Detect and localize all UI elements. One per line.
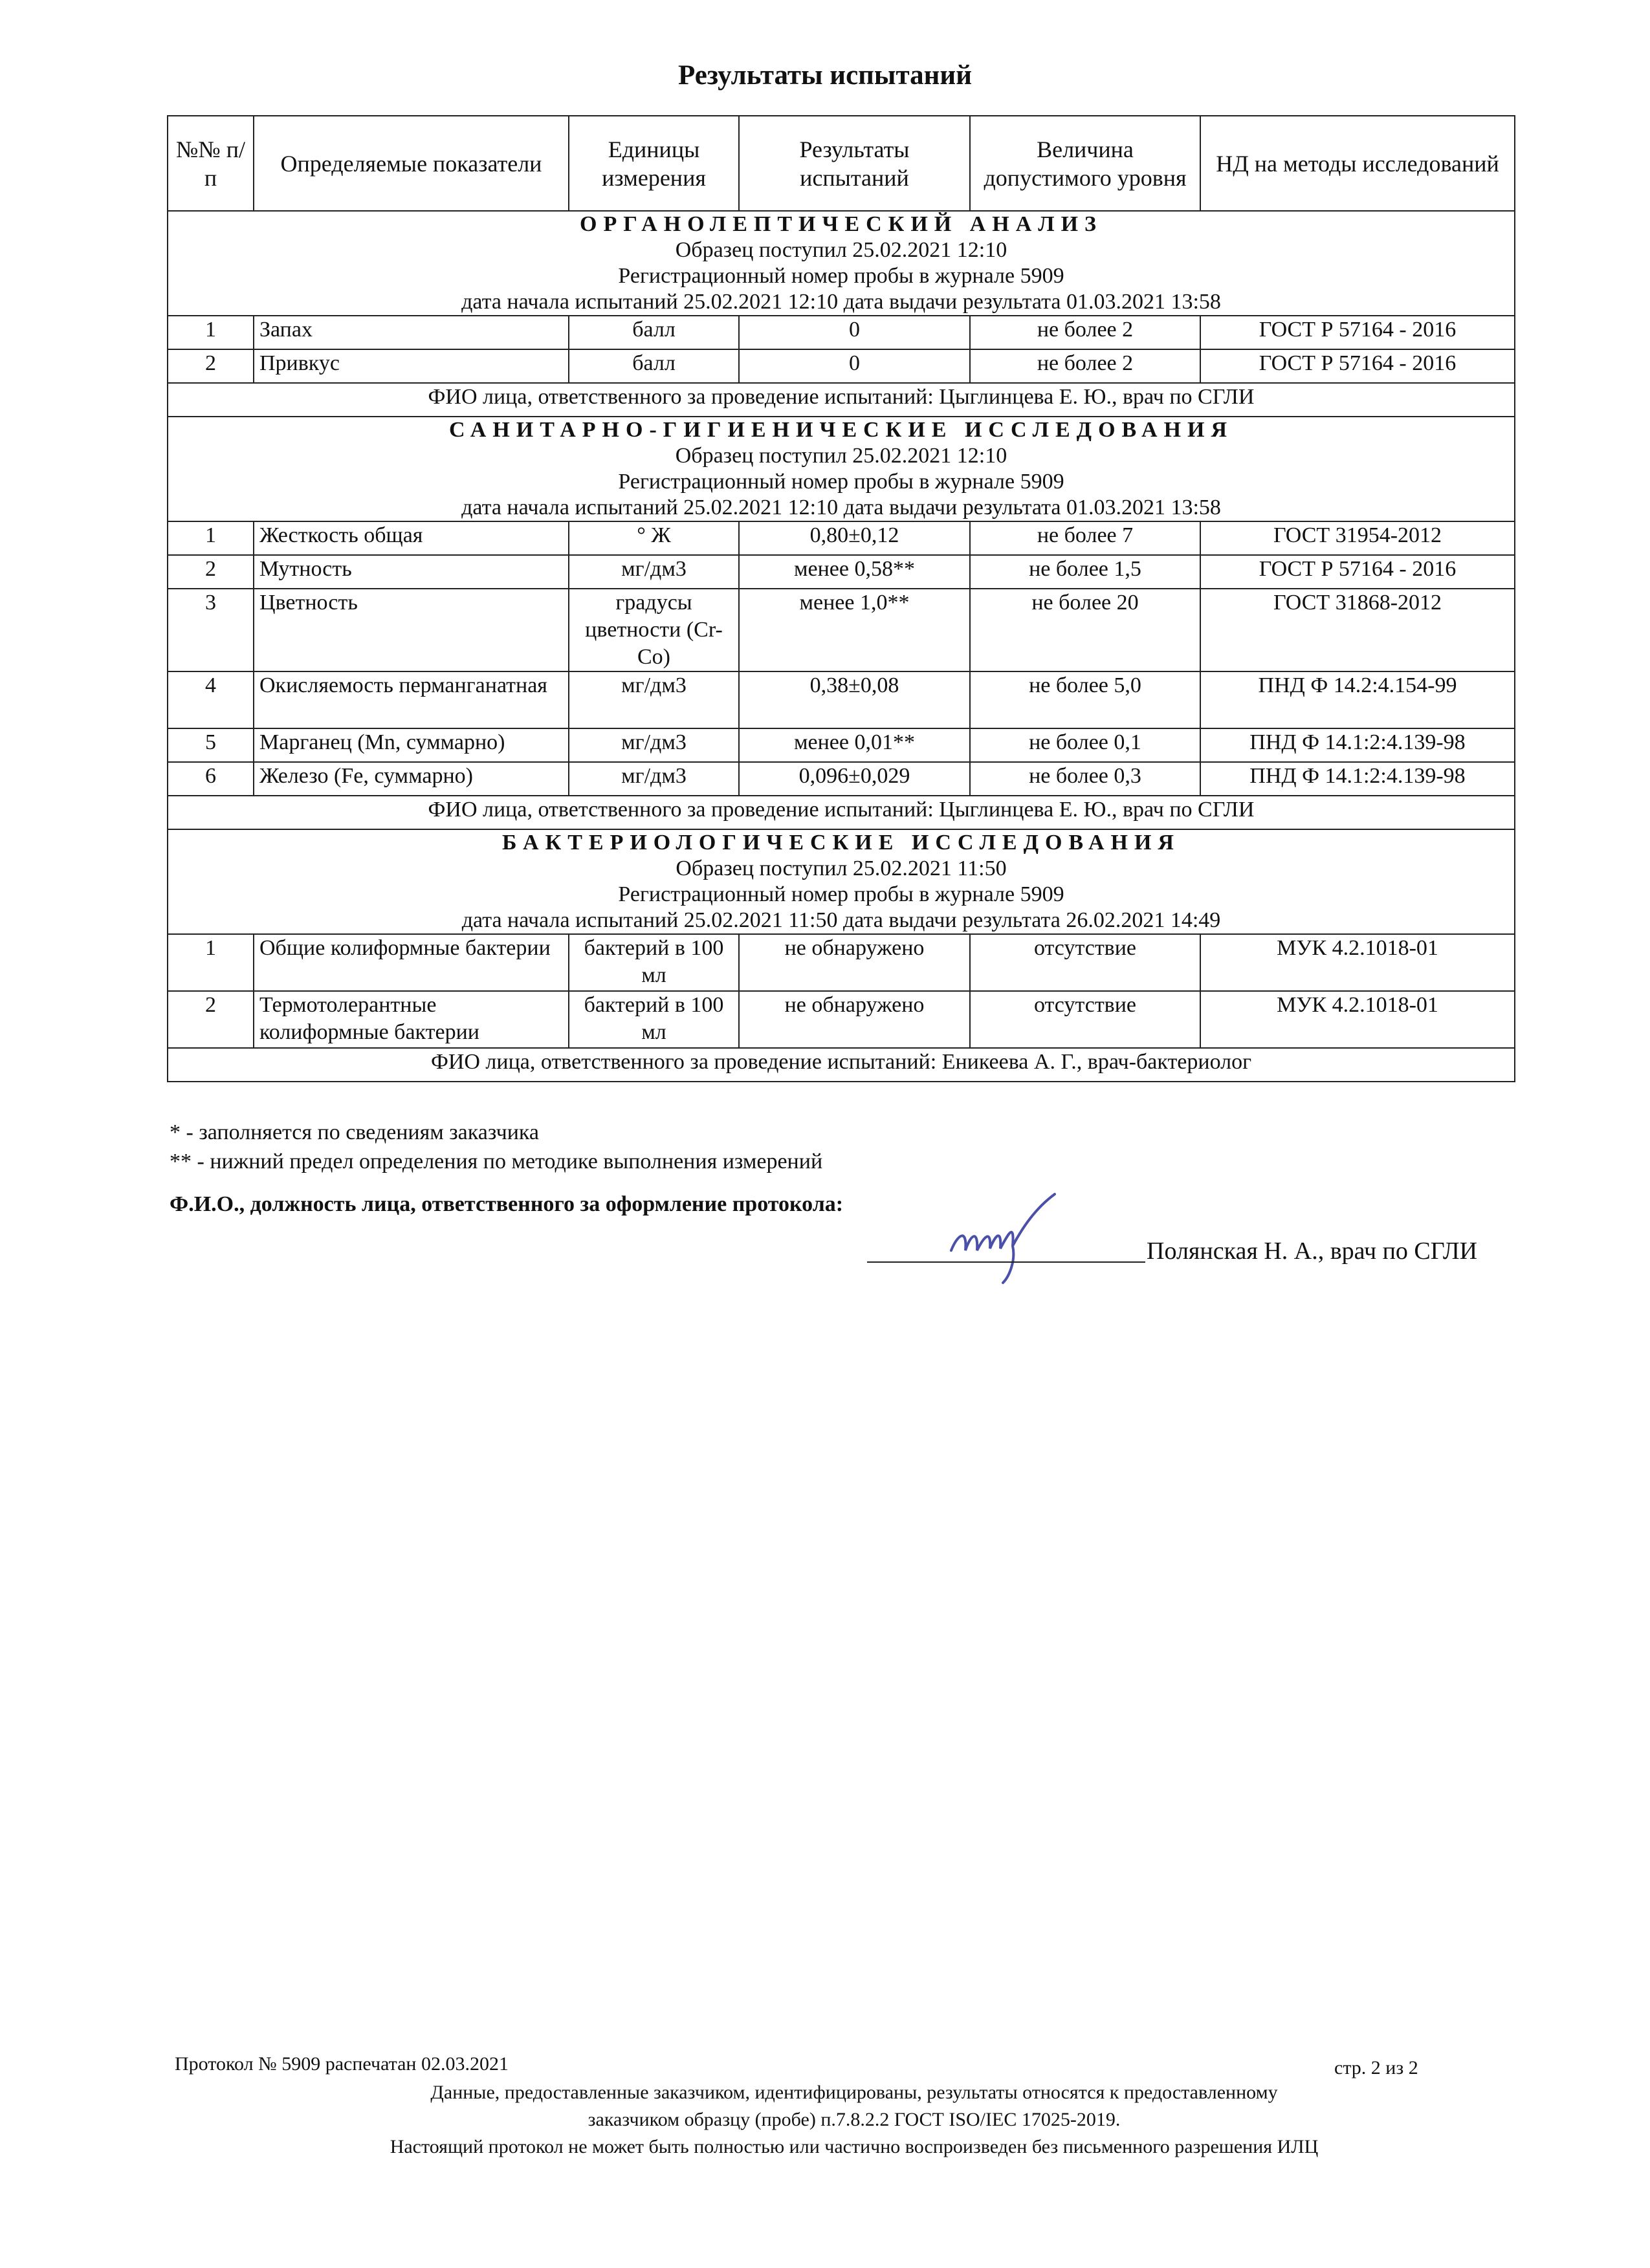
- page-number: стр. 2 из 2: [1334, 2057, 1418, 2078]
- table-row: [168, 555, 1515, 589]
- page-title: Результаты испытаний: [678, 60, 972, 91]
- indicator-cell: Марганец (Mn, суммарно): [254, 728, 569, 762]
- section-header-row: [168, 829, 1515, 934]
- header-results: Результаты испытаний: [739, 116, 970, 211]
- sample-received: Образец поступил 25.02.2021 12:10: [675, 444, 1007, 468]
- header-num: №№ п/п: [168, 116, 254, 211]
- disclaimer-line: Данные, предоставленные заказчиком, идентифицированы, результаты относятся к предоставленному: [430, 2082, 1278, 2103]
- test-dates: дата начала испытаний 25.02.2021 12:10 дата выдачи результата 01.03.2021 13:58: [461, 290, 1221, 314]
- table-row: [168, 728, 1515, 762]
- disclaimer-line: заказчиком образцу (пробе) п.7.8.2.2 ГОСТ ISO/IEC 17025-2019.: [588, 2109, 1121, 2130]
- limit-cell: отсутствие: [970, 991, 1200, 1048]
- registration-number: Регистрационный номер пробы в журнале 5909: [618, 470, 1064, 494]
- footnote: * - заполняется по сведениям заказчика: [170, 1120, 540, 1144]
- method-cell: ГОСТ Р 57164 - 2016: [1200, 316, 1515, 349]
- table-row: [168, 589, 1515, 671]
- table-row: [168, 349, 1515, 383]
- indicator-cell: Окисляемость перманганатная: [254, 671, 569, 728]
- footnotes: [170, 1118, 822, 1176]
- limit-cell: не более 20: [970, 589, 1200, 671]
- method-cell: ПНД Ф 14.1:2:4.139-98: [1200, 762, 1515, 796]
- result-cell: не обнаружено: [739, 991, 970, 1048]
- row-number: 2: [168, 991, 254, 1048]
- test-dates: дата начала испытаний 25.02.2021 11:50 дата выдачи результата 26.02.2021 14:49: [461, 908, 1221, 932]
- result-cell: 0,80±0,12: [739, 521, 970, 555]
- result-cell: 0: [739, 349, 970, 383]
- responsible-row: [168, 796, 1515, 829]
- indicator-cell: Мутность: [254, 555, 569, 589]
- method-cell: ГОСТ Р 57164 - 2016: [1200, 555, 1515, 589]
- indicator-cell: Цветность: [254, 589, 569, 671]
- row-number: 4: [168, 671, 254, 728]
- disclaimer: [0, 2079, 1650, 2161]
- header-units: Единицы измерения: [569, 116, 739, 211]
- row-number: 5: [168, 728, 254, 762]
- section-title: БАКТЕРИОЛОГИЧЕСКИЕ ИССЛЕДОВАНИЯ: [502, 831, 1180, 855]
- row-number: 1: [168, 934, 254, 991]
- row-number: 1: [168, 316, 254, 349]
- signature-name: Полянская Н. А., врач по СГЛИ: [1147, 1238, 1478, 1265]
- result-cell: менее 1,0**: [739, 589, 970, 671]
- unit-cell: балл: [569, 316, 739, 349]
- registration-number: Регистрационный номер пробы в журнале 5909: [618, 882, 1064, 906]
- method-cell: ПНД Ф 14.2:4.154-99: [1200, 671, 1515, 728]
- row-number: 1: [168, 521, 254, 555]
- row-number: 2: [168, 349, 254, 383]
- unit-cell: бактерий в 100 мл: [569, 934, 739, 991]
- result-cell: 0: [739, 316, 970, 349]
- unit-cell: градусы цветности (Cr-Co): [569, 589, 739, 671]
- sample-received: Образец поступил 25.02.2021 12:10: [675, 238, 1007, 262]
- responsible-row: [168, 1048, 1515, 1082]
- row-number: 6: [168, 762, 254, 796]
- table-row: [168, 991, 1515, 1048]
- method-cell: МУК 4.2.1018-01: [1200, 934, 1515, 991]
- limit-cell: не более 1,5: [970, 555, 1200, 589]
- table-row: [168, 316, 1515, 349]
- registration-number: Регистрационный номер пробы в журнале 5909: [618, 264, 1064, 288]
- table-row: [168, 934, 1515, 991]
- responsible-person: ФИО лица, ответственного за проведение испытаний: Цыглинцева Е. Ю., врач по СГЛИ: [168, 796, 1515, 829]
- limit-cell: отсутствие: [970, 934, 1200, 991]
- handwritten-signature: [938, 1189, 1087, 1286]
- limit-cell: не более 2: [970, 349, 1200, 383]
- method-cell: ГОСТ 31868-2012: [1200, 589, 1515, 671]
- limit-cell: не более 7: [970, 521, 1200, 555]
- section-header-row: [168, 211, 1515, 316]
- unit-cell: бактерий в 100 мл: [569, 991, 739, 1048]
- signature-caption: Ф.И.О., должность лица, ответственного за оформление протокола:: [170, 1192, 844, 1216]
- limit-cell: не более 2: [970, 316, 1200, 349]
- result-cell: не обнаружено: [739, 934, 970, 991]
- row-number: 2: [168, 555, 254, 589]
- unit-cell: мг/дм3: [569, 762, 739, 796]
- method-cell: ГОСТ Р 57164 - 2016: [1200, 349, 1515, 383]
- header-indicator: Определяемые показатели: [254, 116, 569, 211]
- unit-cell: ° Ж: [569, 521, 739, 555]
- unit-cell: мг/дм3: [569, 728, 739, 762]
- section-title: САНИТАРНО-ГИГИЕНИЧЕСКИЕ ИССЛЕДОВАНИЯ: [448, 418, 1234, 442]
- method-cell: МУК 4.2.1018-01: [1200, 991, 1515, 1048]
- table-row: [168, 762, 1515, 796]
- indicator-cell: Запах: [254, 316, 569, 349]
- disclaimer-line: Настоящий протокол не может быть полностью или частично воспроизведен без письменного разрешения ИЛЦ: [390, 2136, 1319, 2157]
- results-table: [167, 115, 1515, 1082]
- unit-cell: мг/дм3: [569, 555, 739, 589]
- protocol-info: Протокол № 5909 распечатан 02.03.2021: [175, 2053, 509, 2075]
- result-cell: 0,096±0,029: [739, 762, 970, 796]
- limit-cell: не более 0,3: [970, 762, 1200, 796]
- footnote: ** - нижний предел определения по методике выполнения измерений: [170, 1150, 823, 1173]
- result-cell: менее 0,58**: [739, 555, 970, 589]
- method-cell: ПНД Ф 14.1:2:4.139-98: [1200, 728, 1515, 762]
- responsible-person: ФИО лица, ответственного за проведение испытаний: Еникеева А. Г., врач-бактериолог: [168, 1048, 1515, 1082]
- unit-cell: балл: [569, 349, 739, 383]
- responsible-row: [168, 383, 1515, 417]
- signature-line: [867, 1261, 1145, 1263]
- limit-cell: не более 0,1: [970, 728, 1200, 762]
- table-body: [168, 211, 1515, 1082]
- test-dates: дата начала испытаний 25.02.2021 12:10 дата выдачи результата 01.03.2021 13:58: [461, 496, 1221, 519]
- row-number: 3: [168, 589, 254, 671]
- indicator-cell: Железо (Fe, суммарно): [254, 762, 569, 796]
- unit-cell: мг/дм3: [569, 671, 739, 728]
- table-row: [168, 521, 1515, 555]
- header-limit: Величина допустимого уровня: [970, 116, 1200, 211]
- section-header: [168, 211, 1515, 316]
- result-cell: менее 0,01**: [739, 728, 970, 762]
- indicator-cell: Термотолерантные колиформные бактерии: [254, 991, 569, 1048]
- result-cell: 0,38±0,08: [739, 671, 970, 728]
- indicator-cell: Жесткость общая: [254, 521, 569, 555]
- section-header: [168, 829, 1515, 934]
- header-method: НД на методы исследований: [1200, 116, 1515, 211]
- responsible-person: ФИО лица, ответственного за проведение испытаний: Цыглинцева Е. Ю., врач по СГЛИ: [168, 383, 1515, 417]
- table-header-row: [168, 116, 1515, 211]
- section-header-row: [168, 417, 1515, 521]
- table-row: [168, 671, 1515, 728]
- section-title: ОРГАНОЛЕПТИЧЕСКИЙ АНАЛИЗ: [580, 212, 1103, 236]
- method-cell: ГОСТ 31954-2012: [1200, 521, 1515, 555]
- limit-cell: не более 5,0: [970, 671, 1200, 728]
- indicator-cell: Общие колиформные бактерии: [254, 934, 569, 991]
- sample-received: Образец поступил 25.02.2021 11:50: [676, 856, 1007, 880]
- section-header: [168, 417, 1515, 521]
- indicator-cell: Привкус: [254, 349, 569, 383]
